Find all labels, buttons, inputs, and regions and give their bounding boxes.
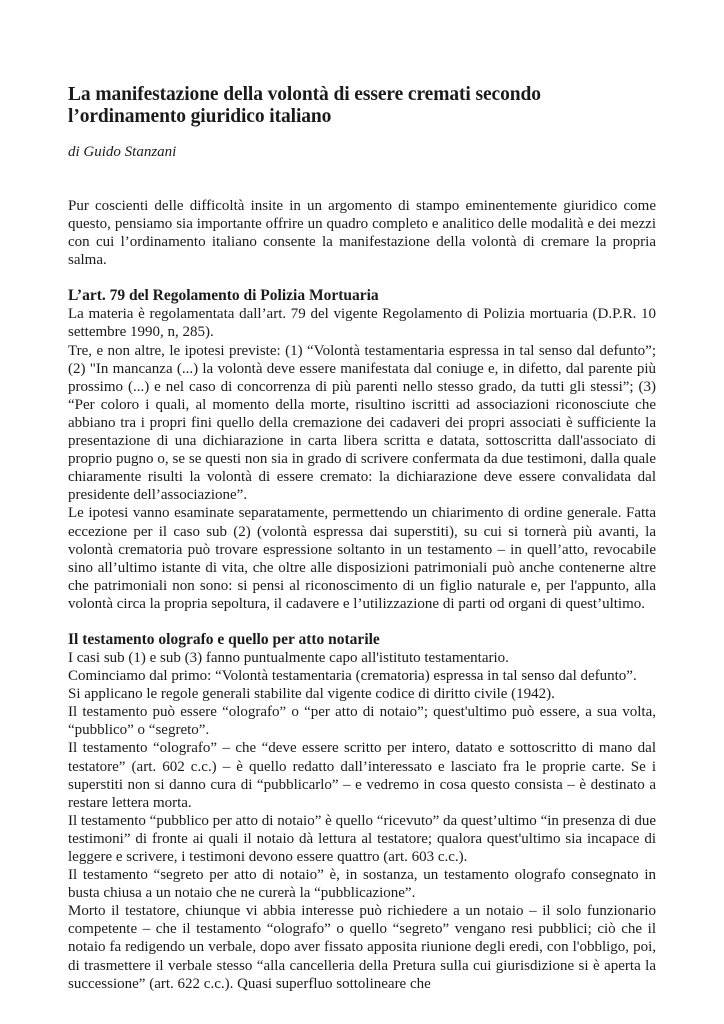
document-title: La manifestazione della volontà di essere cremati secondo l’ordinamento giuridico italiano — [68, 84, 541, 127]
intro-paragraph: Pur coscienti delle difficoltà insite in un argomento di stampo eminentemente giuridico come questo, pensiamo sia importante offrire un quadro completo e analitico delle modalità e dei mezzi con cui l’ordinamento italiano consente la manifestazione della volontà di cremare la propria salma. — [68, 198, 656, 269]
paragraph: Le ipotesi vanno esaminate separatamente, permettendo un chiarimento di ordine generale. Fatta eccezione per il caso sub (2) (volontà espressa dai superstiti), su cui si tornerà più avanti, la volontà crematoria può trovare espressione soltanto in un testamento – in quell’atto, revocabile sino all’ultimo istante di vita, che oltre alle disposizioni patrimoniali può anche contenerne altre che patrimoniali non sono: si pensi al riconoscimento di un figlio naturale e, per l'appunto, alla volontà circa la propria sepoltura, il cadavere e l’utilizzazione di parti od organi di quest’ultimo. — [68, 505, 656, 612]
paragraph: La materia è regolamentata dall’art. 79 del vigente Regolamento di Polizia mortuaria (D.P.R. 10 settembre 1990, n, 285). — [68, 306, 656, 341]
paragraph: Il testamento “segreto per atto di notaio” è, in sostanza, un testamento olografo consegnato in busta chiusa a un notaio che ne curerà la “pubblicazione”. — [68, 867, 656, 902]
section-art-79 — [68, 287, 656, 613]
paragraph: Tre, e non altre, le ipotesi previste: (1) “Volontà testamentaria espressa in tal senso dal defunto”; (2) "In mancanza (...) la volontà deve essere manifestata dal coniuge e, in difetto, dal parente più prossimo (...) e nel caso di concorrenza di più parenti nello stesso grado, da tutti gli stessi”; (3) “Per coloro i quali, al momento della morte, risultino iscritti ad associazioni riconosciute che abbiano tra i propri fini quello della cremazione dei cadaveri dei propri associati è sufficiente la presentazione di una dichiarazione in carta libera scritta e datata, sottoscritta dall'associato di proprio pugno o, se se questi non sia in grado di scrivere confermata da due testimoni, dalla quale chiaramente risulti la volontà di essere cremato: la dichiarazione deve essere convalidata dal presidente dell’associazione”. — [68, 342, 656, 504]
paragraph: Il testamento può essere “olografo” o “per atto di notaio”; quest'ultimo può essere, a sua volta, “pubblico” o “segreto”. — [68, 704, 656, 739]
paragraph: Si applicano le regole generali stabilite dal vigente codice di diritto civile (1942). — [68, 686, 555, 703]
paragraph: Il testamento “olografo” – che “deve essere scritto per intero, datato e sottoscritto di mano dal testatore” (art. 602 c.c.) – è quello redatto dall’interessato e lasciato fra le proprie carte. Se i superstiti non si danno cura di “pubblicarlo” – e vedremo in cosa questo consista – è destinato a restare lettera morta. — [68, 740, 656, 811]
section-heading: L’art. 79 del Regolamento di Polizia Mortuaria — [68, 287, 379, 305]
paragraph: Cominciamo dal primo: “Volontà testamentaria (crematoria) espressa in tal senso dal defunto”. — [68, 668, 637, 685]
section-heading: Il testamento olografo e quello per atto notarile — [68, 630, 380, 648]
section-testamento — [68, 631, 656, 993]
paragraph: I casi sub (1) e sub (3) fanno puntualmente capo all'istituto testamentario. — [68, 649, 509, 666]
paragraph: Il testamento “pubblico per atto di notaio” è quello “ricevuto” da quest’ultimo “in presenza di due testimoni” di fronte ai quali il notaio dà lettura al testatore; qualora quest'ultimo sia incapace di leggere e scrivere, i testimoni devono essere quattro (art. 603 c.c.). — [68, 812, 656, 865]
paragraph: Morto il testatore, chiunque vi abbia interesse può richiedere a un notaio – il solo funzionario competente – che il testamento “olografo” o quello “segreto” vengano resi pubblici; ciò che il notaio fa redigendo un verbale, dopo aver fissato apposita riunione degli eredi, con l'obbligo, poi, di trasmettere il verbale stesso “alla cancelleria della Pretura sulla cui giurisdizione si è aperta la successione” (art. 622 c.c.). Quasi superfluo sottolineare che — [68, 903, 656, 992]
author-byline: di Guido Stanzani — [68, 144, 177, 160]
